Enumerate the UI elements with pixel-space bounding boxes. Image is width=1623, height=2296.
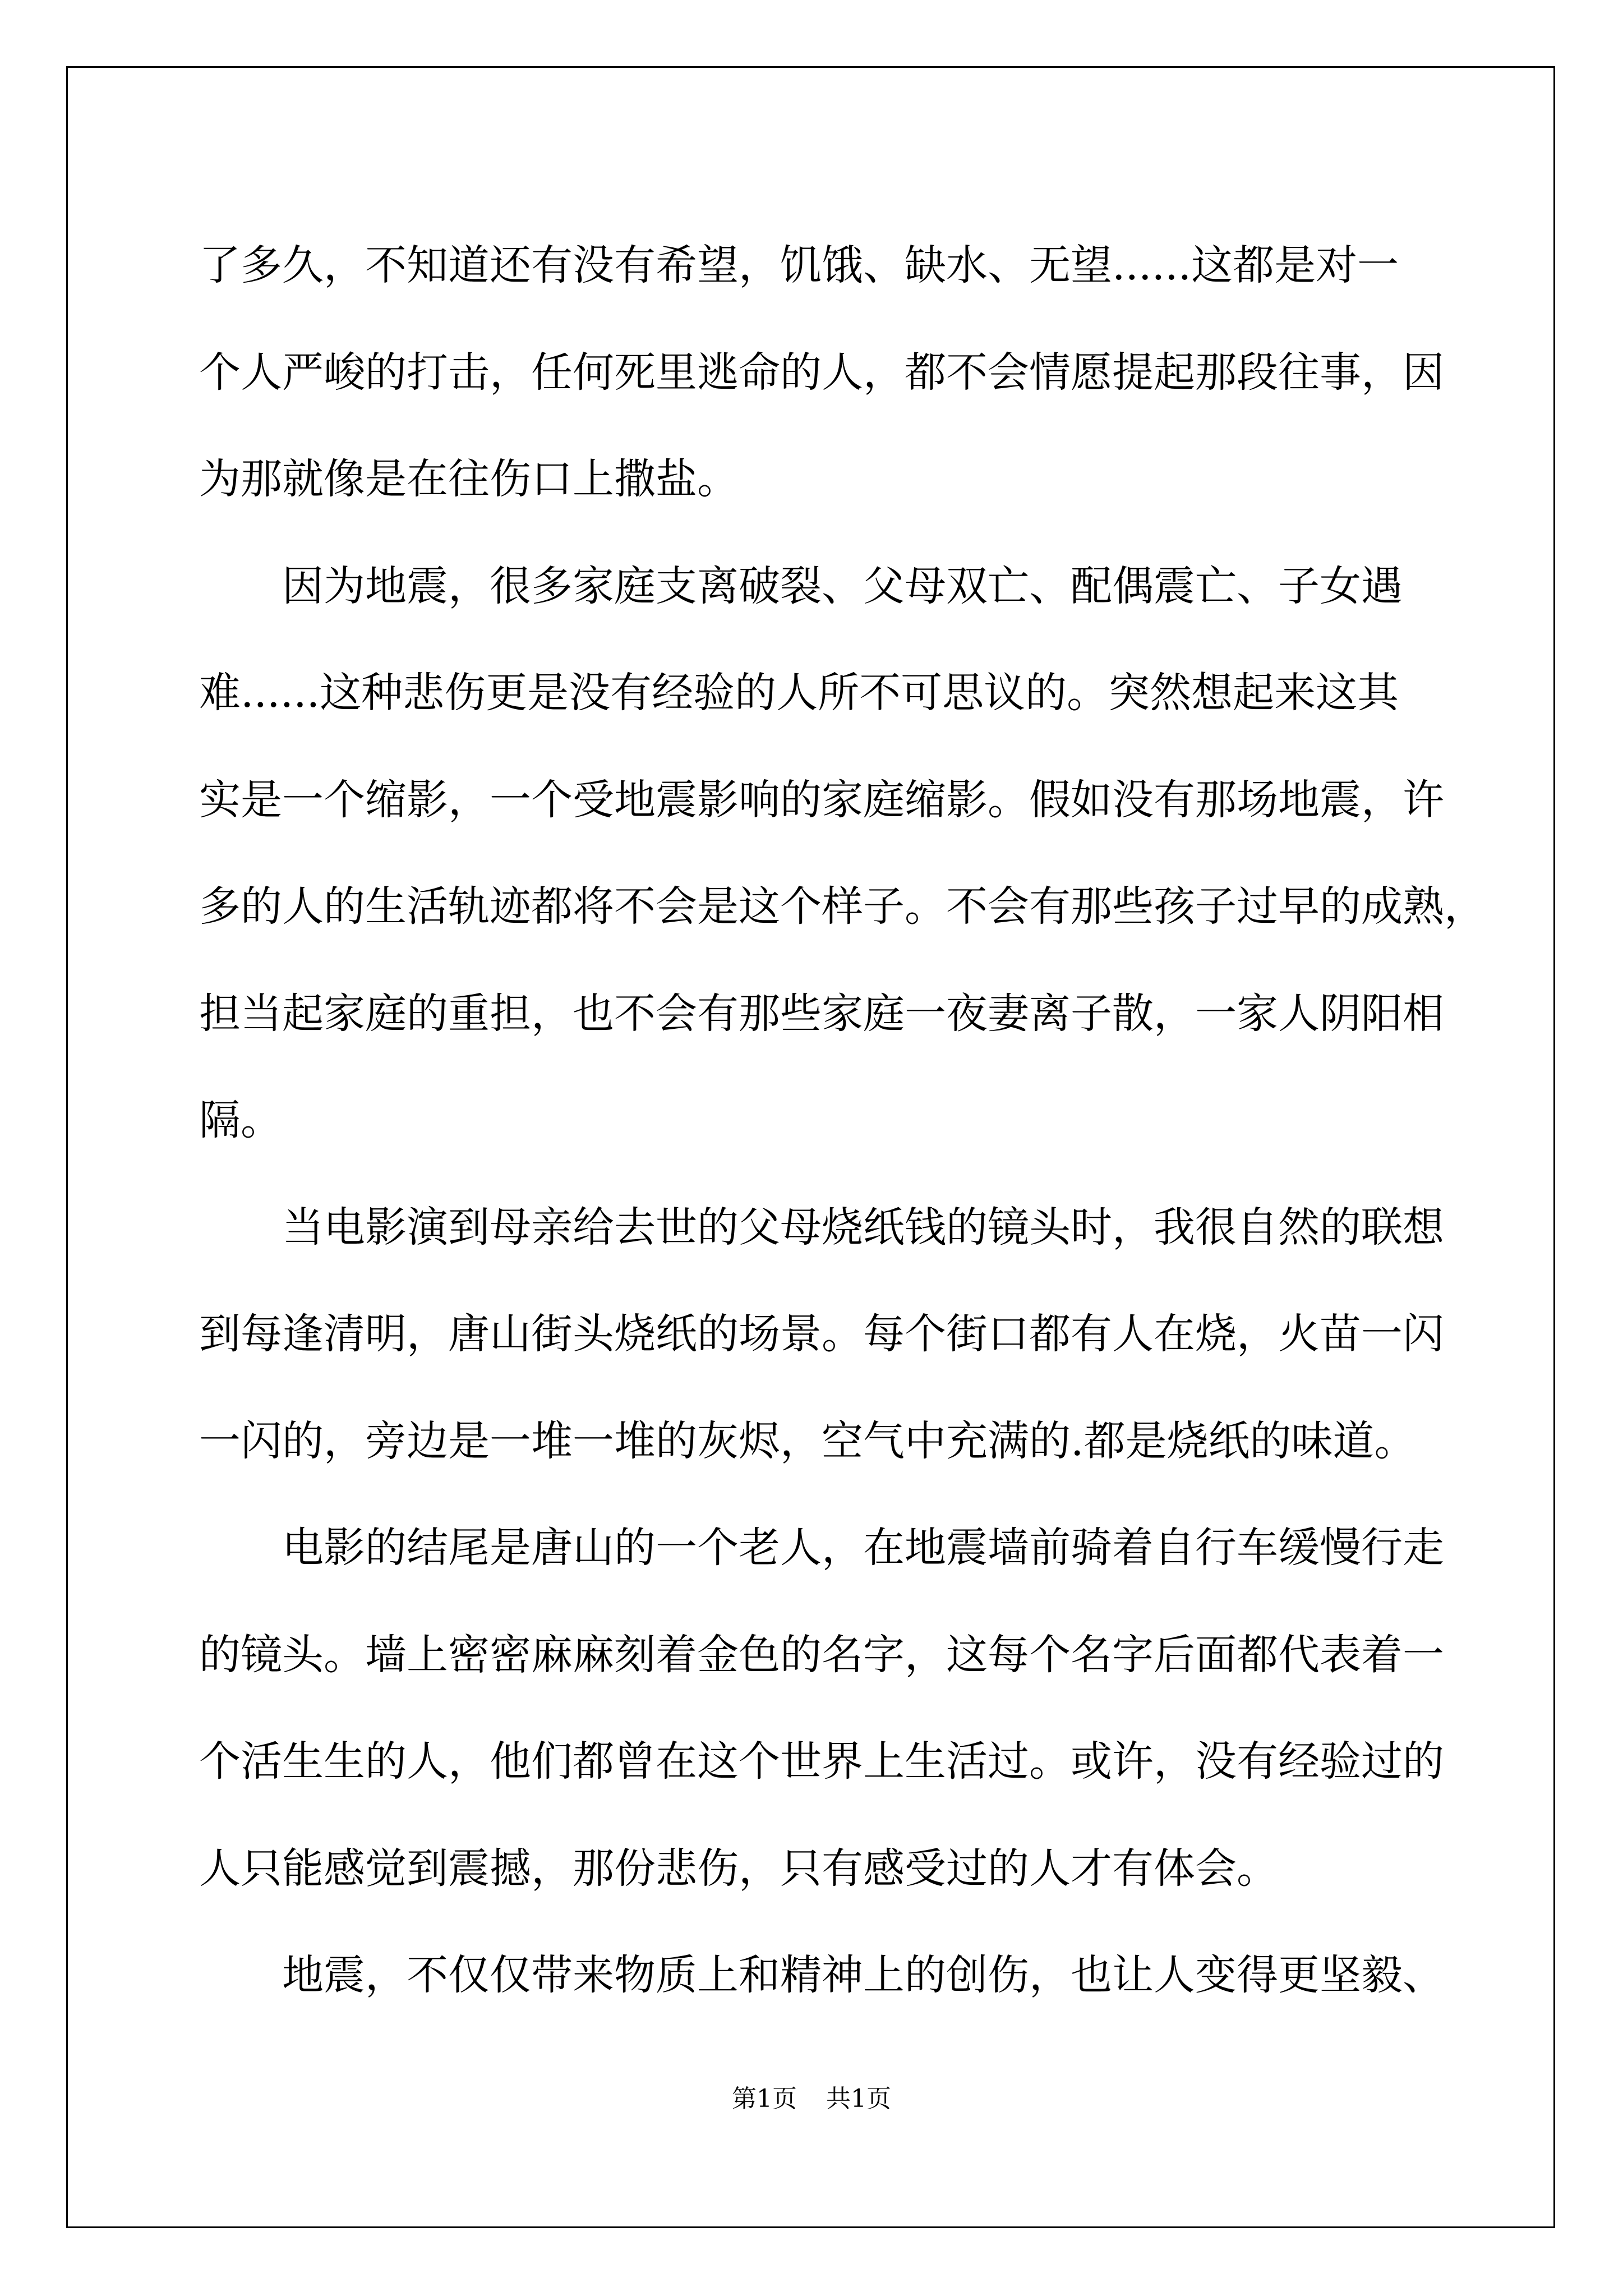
text-line: 的镜头。墙上密密麻麻刻着金色的名字，这每个名字后面都代表着一 [199,1630,1444,1679]
text-line: 实是一个缩影，一个受地震影响的家庭缩影。假如没有那场地震，许 [199,775,1444,824]
text-line: 一闪的，旁边是一堆一堆的灰烬，空气中充满的.都是烧纸的味道。 [199,1416,1416,1465]
page-footer [0,2082,1623,2116]
paragraph-start-line: 因为地震，很多家庭支离破裂、父母双亡、配偶震亡、子女遇 [282,562,1403,610]
page-total: 共1页 [826,2085,891,2113]
paragraph-start-line: 当电影演到母亲给去世的父母烧纸钱的镜头时，我很自然的联想 [282,1203,1444,1251]
text-line: 多的人的生活轨迹都将不会是这个样子。不会有那些孩子过早的成熟， [199,882,1486,931]
text-line: 担当起家庭的重担，也不会有那些家庭一夜妻离子散，一家人阴阳相 [199,989,1444,1038]
paragraph-start-line: 电影的结尾是唐山的一个老人，在地震墙前骑着自行车缓慢行走 [282,1524,1444,1572]
text-line: 人只能感觉到震撼，那份悲伤，只有感受过的人才有体会。 [199,1844,1278,1893]
text-line: 了多久，不知道还有没有希望，饥饿、缺水、无望......这都是对一 [199,241,1399,289]
text-line: 难......这种悲伤更是没有经验的人所不可思议的。突然想起来这其 [199,669,1399,717]
text-line: 个活生生的人，他们都曾在这个世界上生活过。或许，没有经验过的 [199,1737,1444,1786]
document-body [199,212,1486,2029]
paragraph-start-line: 地震，不仅仅带来物质上和精神上的创伤，也让人变得更坚毅、 [282,1951,1444,1999]
text-line: 个人严峻的打击，任何死里逃命的人，都不会情愿提起那段往事，因 [199,348,1444,397]
text-line: 到每逢清明，唐山街头烧纸的场景。每个街口都有人在烧，火苗一闪 [199,1310,1444,1358]
page-number: 第1页 [732,2085,797,2113]
text-line: 为那就像是在往伤口上撒盐。 [199,455,739,503]
text-line: 隔。 [199,1096,282,1144]
